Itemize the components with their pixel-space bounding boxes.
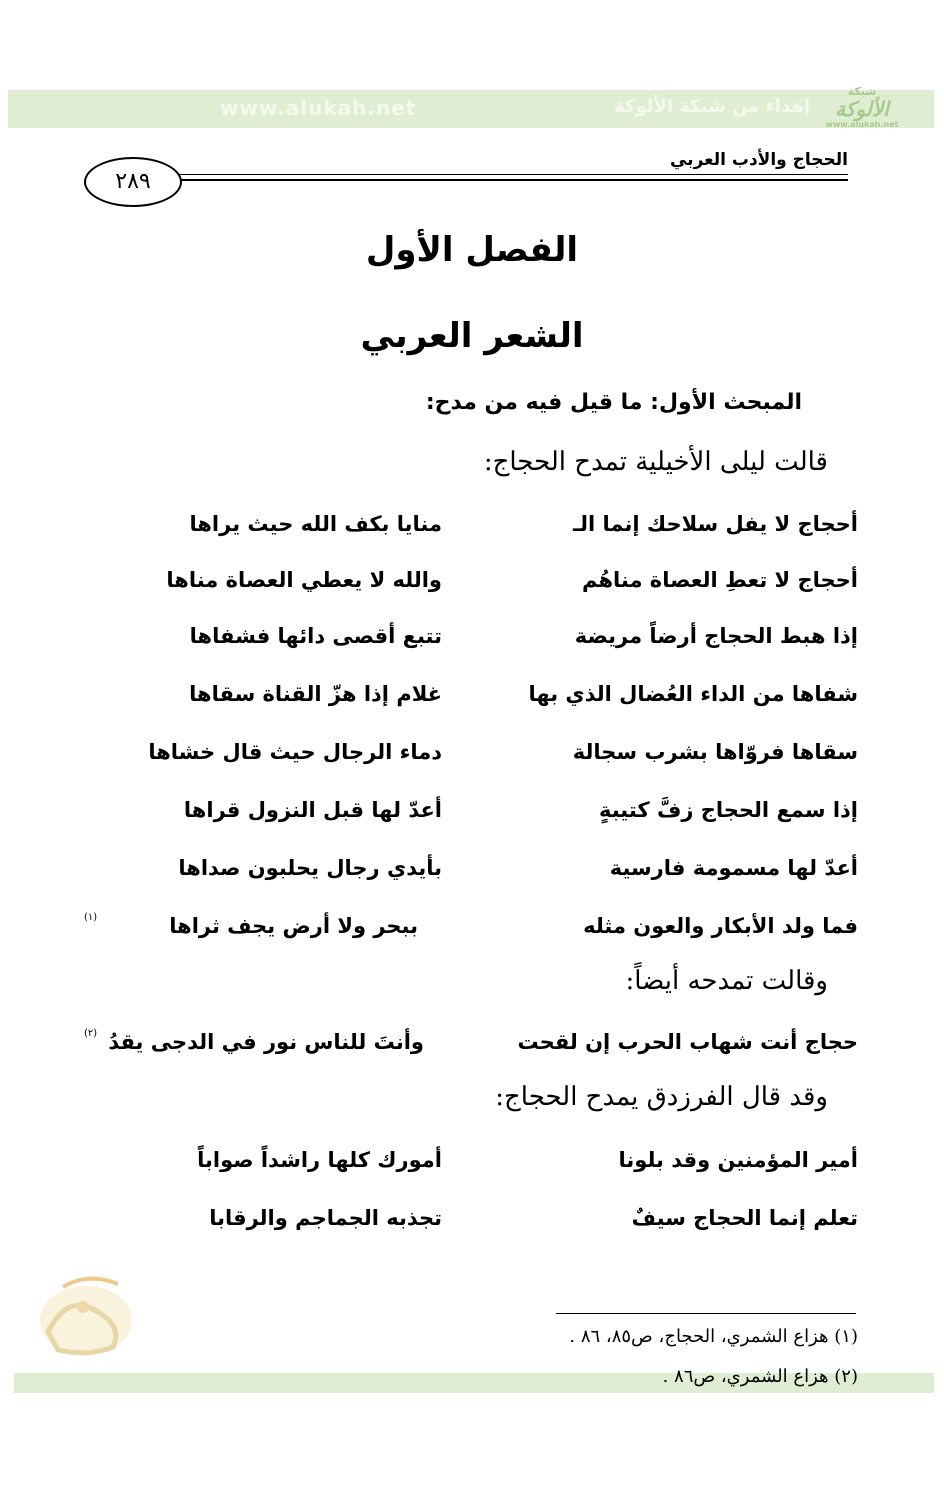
banner-site-url: www.alukah.net [220, 96, 417, 120]
verse-hemistich-2: أمورك كلها راشداً صواباً [197, 1148, 442, 1172]
footnote-rule [556, 1313, 856, 1314]
footnote-2: (٢) هزاع الشمري، ص٨٦ . [662, 1366, 858, 1387]
logo-sub-text: www.alukah.net [825, 120, 899, 129]
verse-hemistich-1: إذا سمع الحجاج زفَّ كتيبةٍ [598, 798, 858, 822]
intro-paragraph: وقالت تمدحه أيضاً: [625, 966, 828, 996]
decorative-watermark-icon [28, 1262, 146, 1362]
page-number-oval: ٢٨٩ [84, 157, 182, 207]
logo-main-text: الألوكة [835, 97, 889, 121]
chapter-title: الفصل الأول [365, 230, 579, 270]
footnote-1: (١) هزاع الشمري، الحجاج، ص٨٥، ٨٦ . [569, 1326, 858, 1347]
verse-hemistich-2: تتبع أقصى دائها فشفاها [189, 624, 442, 648]
header-rule [160, 174, 848, 175]
verse-hemistich-1: سقاها فروّاها بشرب سجالة [572, 740, 858, 764]
verse-hemistich-1: حجاج أنت شهاب الحرب إن لقحت [517, 1030, 858, 1054]
verse-hemistich-1: أعدّ لها مسمومة فارسية [609, 856, 858, 880]
header-rule-thick [160, 179, 848, 181]
verse-hemistich-2: أعدّ لها قبل النزول قراها [183, 798, 442, 822]
logo-top-text: شبكة [847, 85, 877, 98]
running-header-title: الحجاج والأدب العربي [669, 150, 848, 170]
verse-hemistich-2: تجذبه الجماجم والرقابا [209, 1206, 442, 1230]
alukah-logo [818, 86, 906, 132]
verse-hemistich-2: والله لا يعطي العصاة مناها [166, 568, 442, 592]
footnote-ref[interactable]: (٢) [84, 1028, 98, 1039]
chapter-subtitle: الشعر العربي [360, 316, 584, 356]
verse-hemistich-2: بأيدي رجال يحلبون صداها [178, 856, 442, 880]
verse-hemistich-2: وأنتَ للناس نور في الدجى يقدُ [108, 1030, 424, 1054]
verse-hemistich-1: أحجاج لا يفل سلاحك إنما الـ [572, 512, 858, 536]
intro-paragraph: قالت ليلى الأخيلية تمدح الحجاج: [483, 447, 828, 477]
verse-hemistich-1: فما ولد الأبكار والعون مثله [583, 914, 858, 938]
banner-gift-text: إهداء من شبكة الألوكة [614, 96, 810, 117]
verse-hemistich-2: منايا بكف الله حيث يراها [189, 512, 442, 536]
verse-hemistich-1: شفاها من الداء العُضال الذي بها [528, 682, 858, 706]
verse-hemistich-1: تعلم إنما الحجاج سيفٌ [631, 1206, 858, 1230]
verse-hemistich-2: ببحر ولا أرض يجف ثراها [169, 914, 418, 938]
section-title: المبحث الأول: ما قيل فيه من مدح: [425, 390, 802, 415]
verse-hemistich-1: إذا هبط الحجاج أرضاً مريضة [574, 624, 858, 648]
verse-hemistich-2: غلام إذا هزّ القناة سقاها [189, 682, 442, 706]
footnote-ref[interactable]: (١) [84, 912, 98, 923]
verse-hemistich-1: أحجاج لا تعطِ العصاة مناهُم [582, 568, 858, 592]
verse-hemistich-2: دماء الرجال حيث قال خشاها [148, 740, 442, 764]
verse-hemistich-1: أمير المؤمنين وقد بلونا [618, 1148, 858, 1172]
intro-paragraph: وقد قال الفرزدق يمدح الحجاج: [495, 1082, 828, 1112]
